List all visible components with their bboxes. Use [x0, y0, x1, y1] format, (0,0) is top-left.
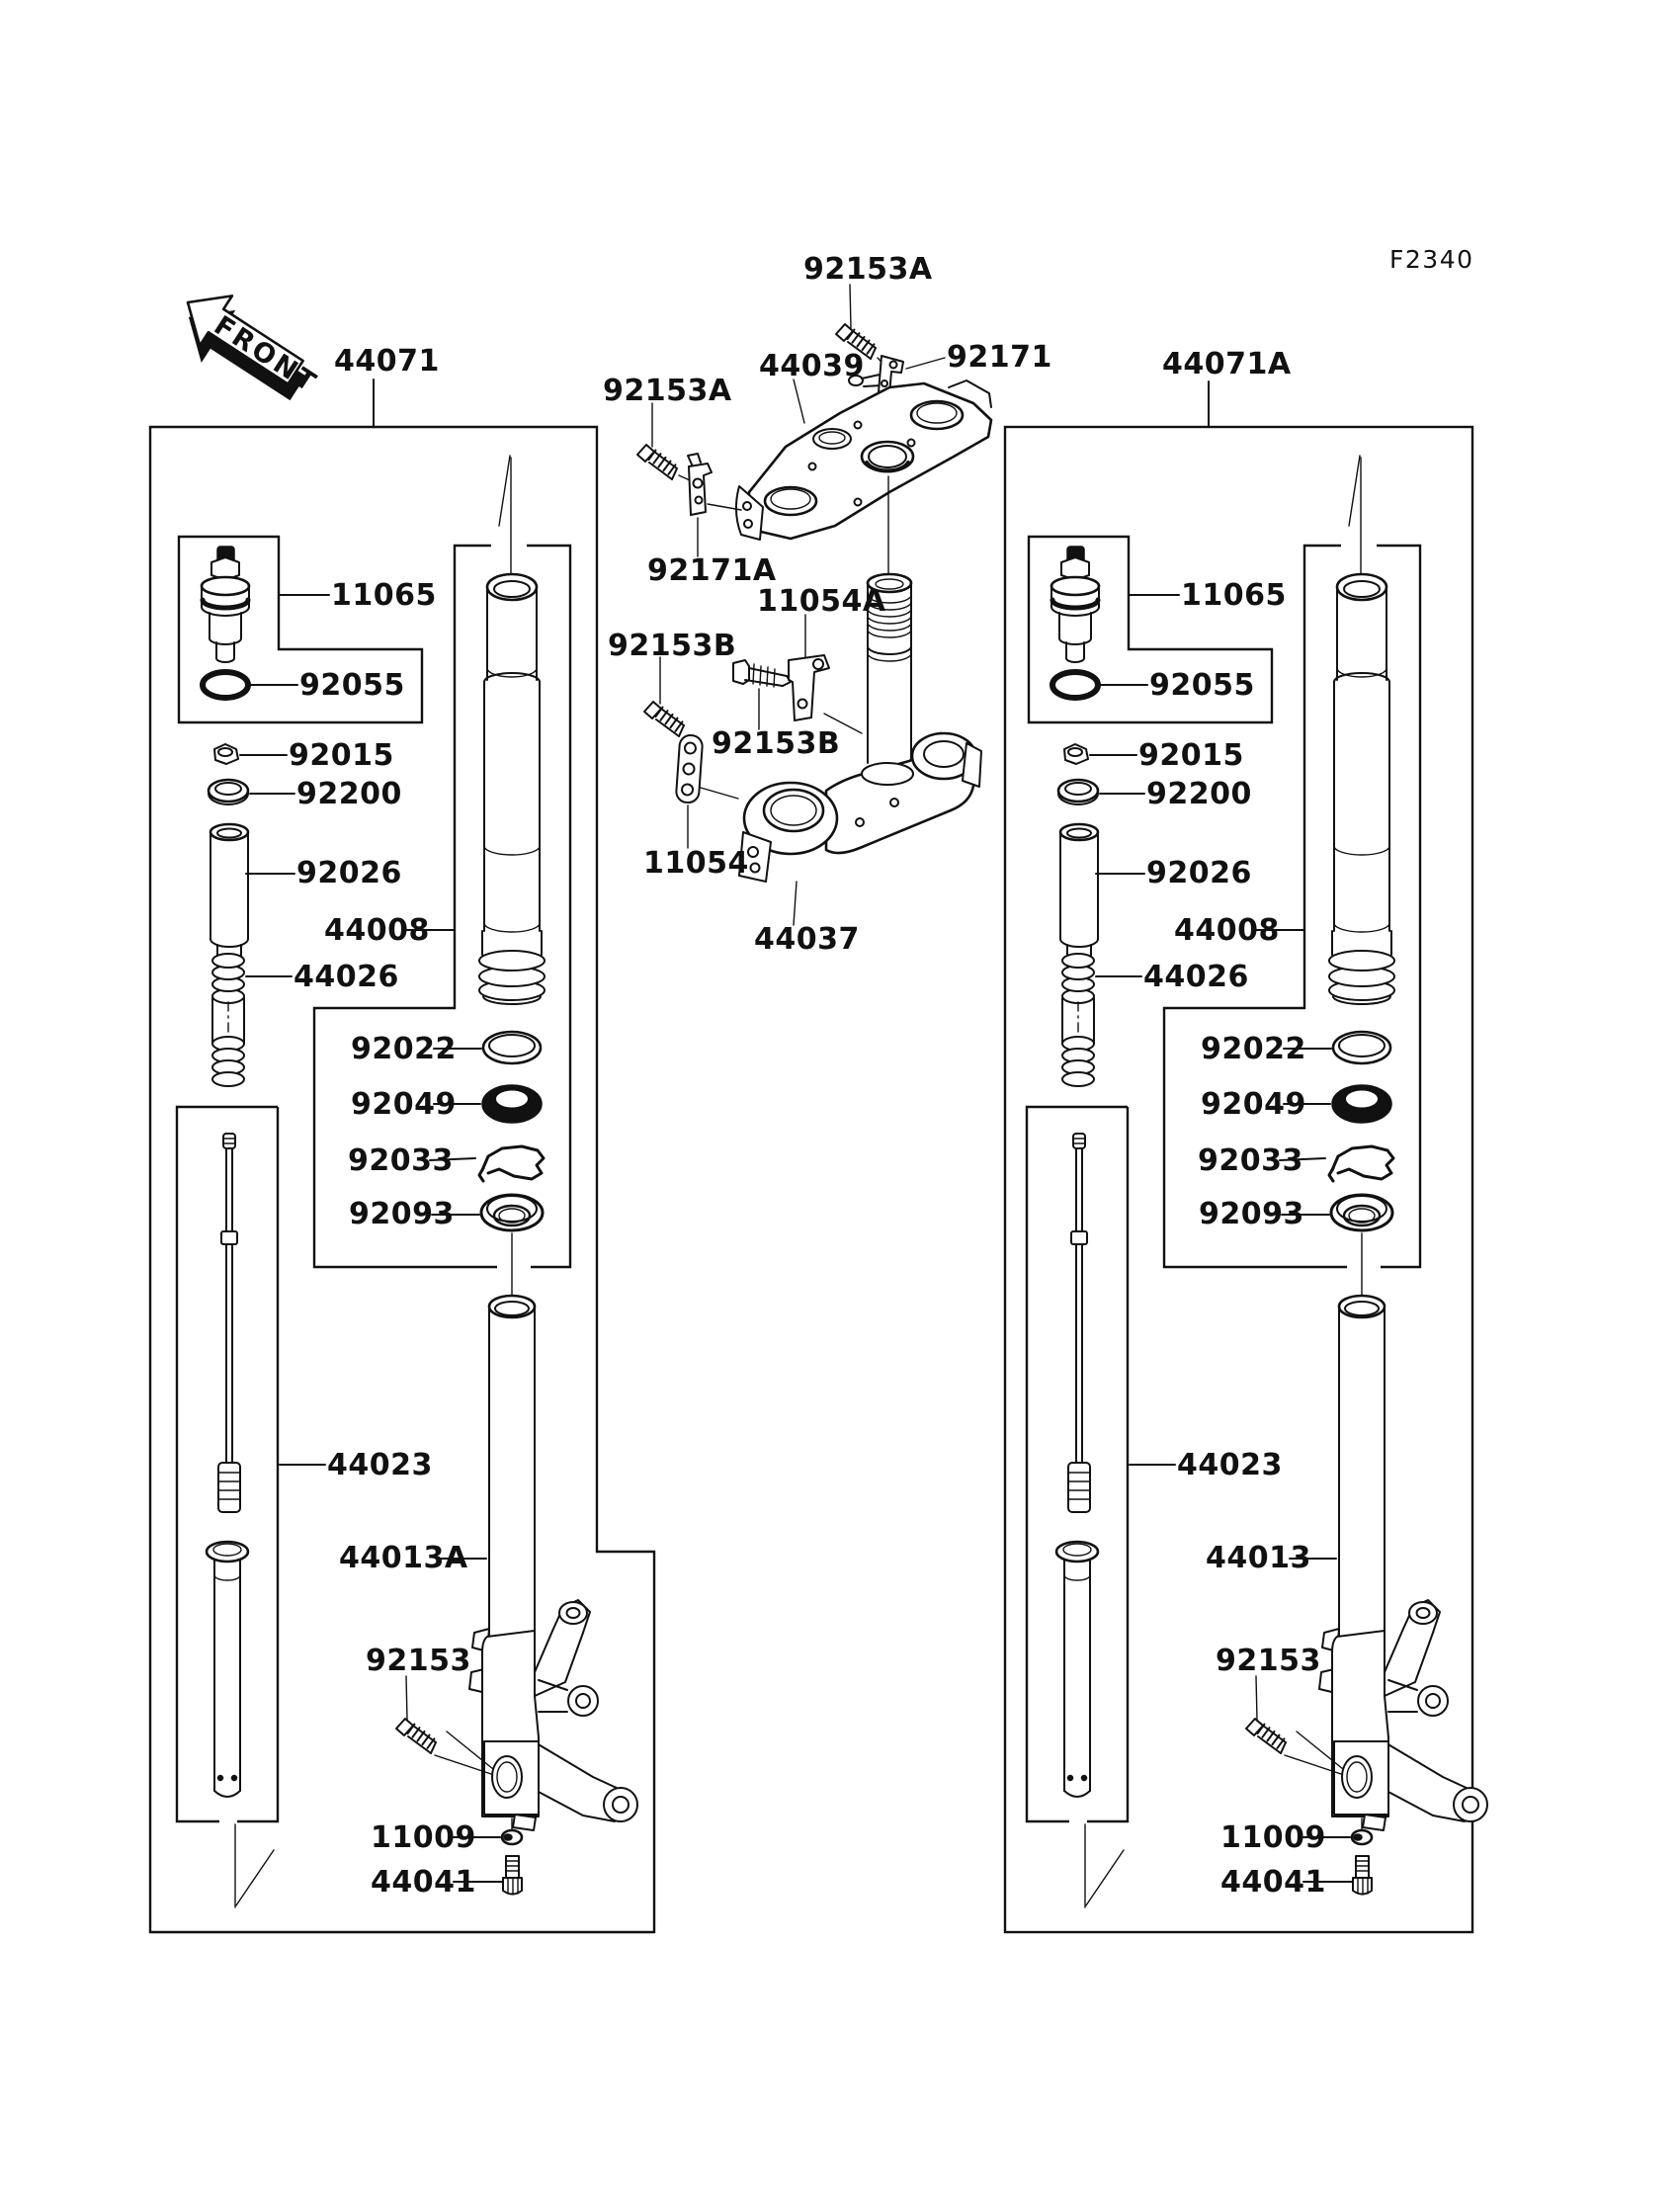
part-label-left-11009: 11009	[371, 1820, 476, 1855]
part-label-left-44026: 44026	[294, 960, 399, 994]
part-label-92171A: 92171A	[647, 553, 777, 588]
part-label-right-44013: 44013	[1206, 1541, 1311, 1575]
part-label-right-44023: 44023	[1177, 1448, 1283, 1482]
part-label-92153B-2: 92153B	[712, 726, 841, 761]
part-label-right-92026: 92026	[1146, 856, 1252, 890]
part-label-92153A-left: 92153A	[603, 374, 732, 408]
front-arrow-text: FRONT	[208, 309, 323, 400]
part-label-right-44008: 44008	[1174, 913, 1280, 948]
part-label-right-92049: 92049	[1201, 1087, 1306, 1122]
figure-code: F2340	[1389, 245, 1474, 274]
part-label-left-44041: 44041	[371, 1865, 476, 1900]
part-label-right-44071A: 44071A	[1162, 347, 1292, 381]
part-label-92153B-1: 92153B	[608, 629, 737, 663]
part-label-left-92049: 92049	[351, 1087, 457, 1122]
part-label-92153A-top: 92153A	[803, 252, 933, 287]
part-label-right-92015: 92015	[1138, 738, 1244, 773]
part-label-left-44023: 44023	[327, 1448, 433, 1482]
part-label-left-92022: 92022	[351, 1032, 457, 1066]
right-fork-parts	[1027, 456, 1487, 1907]
part-label-right-11009: 11009	[1220, 1820, 1326, 1855]
part-label-right-92093: 92093	[1199, 1197, 1304, 1231]
part-label-11054: 11054	[643, 846, 749, 881]
part-label-right-92153: 92153	[1216, 1644, 1321, 1678]
part-label-right-92033: 92033	[1198, 1143, 1303, 1178]
part-label-left-92093: 92093	[349, 1197, 455, 1231]
part-label-left-92153: 92153	[366, 1644, 471, 1678]
part-label-44039: 44039	[759, 349, 865, 383]
part-label-left-44013A: 44013A	[339, 1541, 468, 1575]
part-label-left-92055: 92055	[299, 668, 405, 703]
part-label-44037: 44037	[754, 922, 860, 957]
part-label-11054A: 11054A	[757, 584, 886, 619]
part-label-left-92015: 92015	[289, 738, 394, 773]
part-label-left-92200: 92200	[296, 777, 402, 811]
left-fork-parts	[177, 456, 637, 1907]
part-label-left-44008: 44008	[324, 913, 430, 948]
part-label-left-44071: 44071	[334, 344, 440, 379]
part-label-left-92033: 92033	[348, 1143, 454, 1178]
part-label-92171: 92171	[947, 340, 1052, 375]
part-label-right-44026: 44026	[1143, 960, 1249, 994]
part-label-right-92022: 92022	[1201, 1032, 1306, 1066]
part-label-right-92055: 92055	[1149, 668, 1255, 703]
part-label-right-92200: 92200	[1146, 777, 1252, 811]
part-label-right-44041: 44041	[1220, 1865, 1326, 1900]
part-label-left-11065: 11065	[331, 578, 437, 613]
part-label-left-92026: 92026	[296, 856, 402, 890]
front-direction-arrow	[165, 278, 332, 420]
part-label-right-11065: 11065	[1181, 578, 1287, 613]
